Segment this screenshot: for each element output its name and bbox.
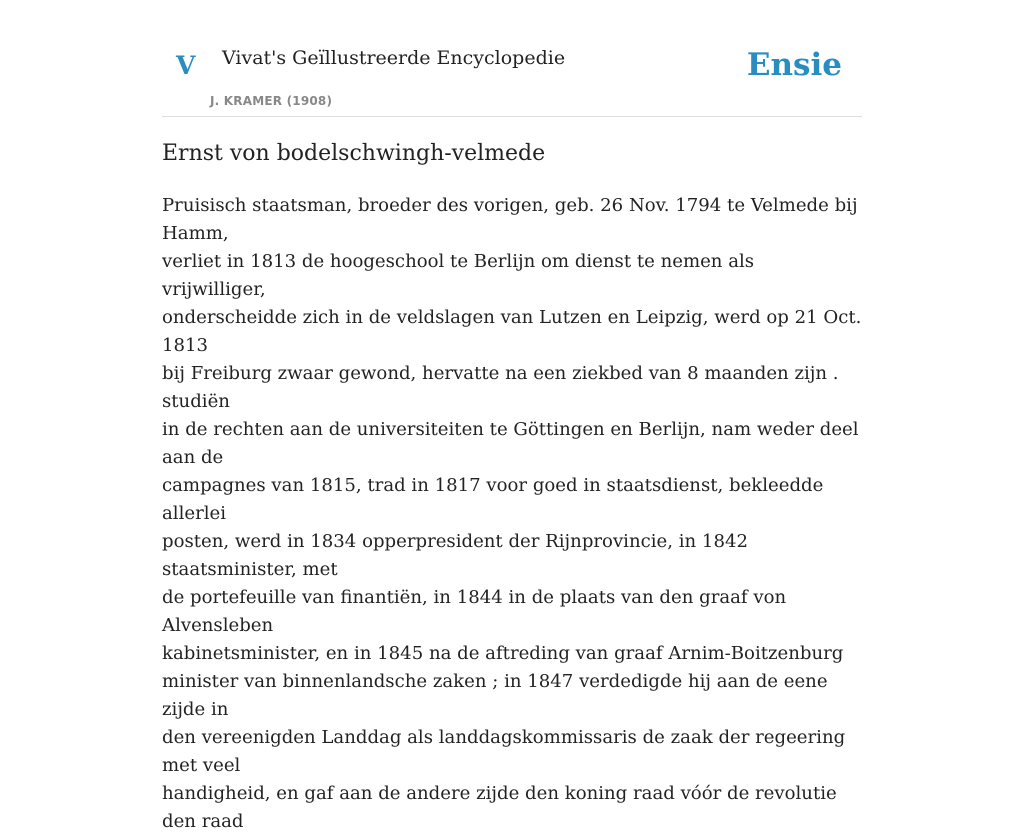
- work-header: [162, 0, 862, 117]
- brand-logo[interactable]: Ensie: [746, 47, 842, 83]
- entry-text-line: de portefeuille van finantiën, in 1844 in de plaats van den graaf von Alvensleben: [162, 587, 787, 636]
- entry-text-line: minister van binnenlandsche zaken ; in 1847 verdedigde hij aan de eene zijde in: [162, 671, 828, 720]
- entry-text-line: onderscheidde zich in de veldslagen van Lutzen en Leipzig, werd op 21 Oct. 1813: [162, 307, 862, 356]
- entry-text-line: campagnes van 1815, trad in 1817 voor goed in staatsdienst, bekleedde allerlei: [162, 475, 824, 524]
- entry-text-line: bij Freiburg zwaar gewond, hervatte na een ziekbed van 8 maanden zijn . studiën: [162, 363, 839, 412]
- entry-text-line: den vereenigden Landdag als landdagskommissaris de zaak der regeering met veel: [162, 727, 846, 776]
- work-author-link[interactable]: J. KRAMER (1908): [210, 94, 333, 108]
- entry-text-line: verliet in 1813 de hoogeschool te Berlijn om dienst te nemen als vrijwilliger,: [162, 251, 755, 300]
- entry-title: Ernst von bodelschwingh-velmede: [162, 141, 546, 166]
- entry-body: [162, 192, 862, 836]
- entry-text-line: in de rechten aan de universiteiten te Göttingen en Berlijn, nam weder deel aan de: [162, 419, 859, 468]
- work-title-link[interactable]: Vivat's Geïllustreerde Encyclopedie: [222, 47, 566, 69]
- work-logo-letter[interactable]: V: [176, 51, 196, 80]
- entry-text-line: kabinetsminister, en in 1845 na de aftreding van graaf Arnim-Boitzenburg: [162, 643, 844, 664]
- entry-text-line: handigheid, en gaf aan de andere zijde den koning raad vóór de revolutie den raad: [162, 783, 837, 832]
- entry-text-line: Pruisisch staatsman, broeder des vorigen, geb. 26 Nov. 1794 te Velmede bij Hamm,: [162, 195, 858, 244]
- entry-text-line: posten, werd in 1834 opperpresident der Rijnprovincie, in 1842 staatsminister, met: [162, 531, 748, 580]
